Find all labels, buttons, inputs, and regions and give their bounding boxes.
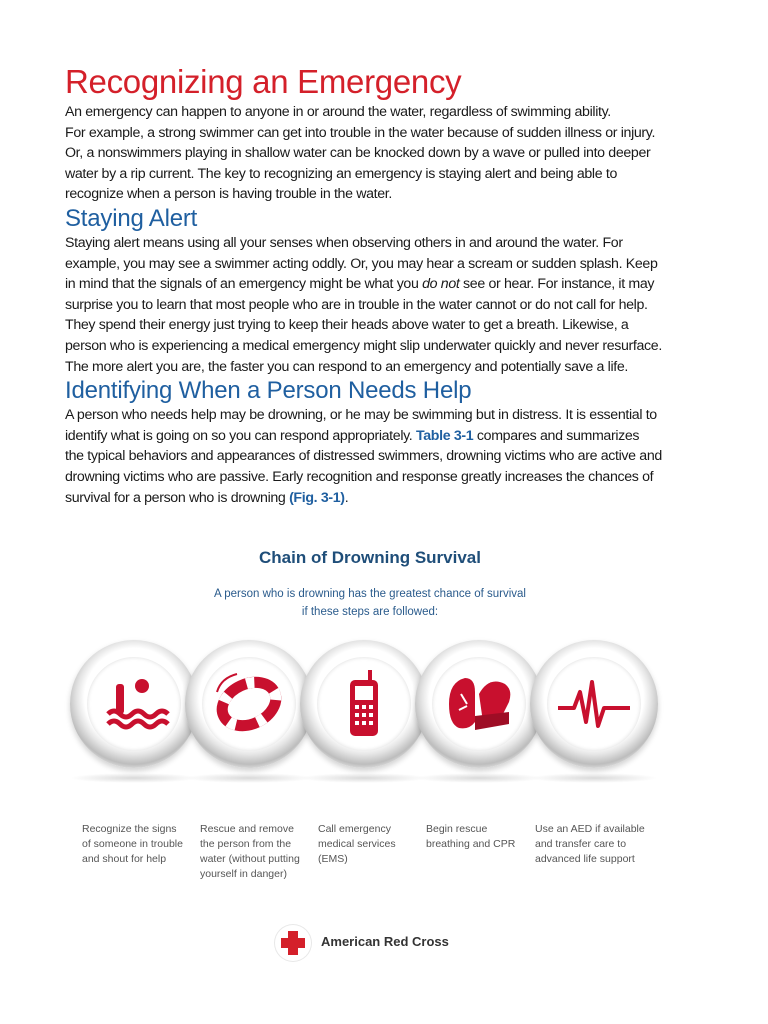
lungs-heart-icon xyxy=(439,664,519,744)
text-run: . xyxy=(344,489,349,506)
caption-line: Use an AED if available xyxy=(535,823,645,835)
chain-link-rescue xyxy=(185,640,313,768)
identifying-line: the typical behaviors and appearances of distressed swimmers, drowning victims who are active and xyxy=(65,448,662,465)
step-caption-call xyxy=(318,822,426,867)
caption-line: water (without putting xyxy=(200,853,300,865)
staying-alert-line: The more alert you are, the faster you can respond to an emergency and potentially save a life. xyxy=(65,358,628,375)
ring-shadow xyxy=(185,773,313,783)
identifying-line xyxy=(65,488,715,509)
ring-shadow xyxy=(530,773,658,783)
staying-alert-line: Staying alert means using all your senses when observing others in and around the water. For xyxy=(65,234,623,251)
caption-line: Recognize the signs xyxy=(82,823,177,835)
step-caption-cpr xyxy=(426,822,534,852)
staying-alert-line xyxy=(65,274,715,295)
chain-link-recognize xyxy=(70,640,198,768)
text-run: identify what is going on so you can respond appropriately. xyxy=(65,427,416,444)
life-ring-icon xyxy=(209,664,289,744)
table-reference-link[interactable]: Table 3-1 xyxy=(416,427,474,444)
red-cross-icon xyxy=(275,925,311,961)
identifying-heading: Identifying When a Person Needs Help xyxy=(65,377,472,405)
staying-alert-heading: Staying Alert xyxy=(65,204,198,232)
intro-line: water by a rip current. The key to recognizing an emergency is staying alert and being able to xyxy=(65,165,618,182)
ring-shadow xyxy=(415,773,543,783)
page-title: Recognizing an Emergency xyxy=(65,63,462,100)
infographic-subtitle xyxy=(180,585,560,621)
caption-line: Rescue and remove xyxy=(200,823,294,835)
staying-alert-line: They spend their energy just trying to keep their heads above water to get a breath. Likewise, a xyxy=(65,317,629,334)
text-run: in mind that the signals of an emergency might be what you xyxy=(65,276,423,293)
intro-line: recognize when a person is having trouble in the water. xyxy=(65,186,392,203)
text-run: see or hear. For instance, it may xyxy=(459,276,655,293)
staying-alert-line: surprise you to learn that most people who are in trouble in the water cannot or do not call for help. xyxy=(65,296,648,313)
caption-line: and transfer care to xyxy=(535,838,627,850)
subtitle-line: A person who is drowning has the greatest chance of survival xyxy=(214,588,526,600)
caption-line: advanced life support xyxy=(535,853,635,865)
caption-line: (EMS) xyxy=(318,853,348,865)
caption-line: yourself in danger) xyxy=(200,868,287,880)
identifying-line xyxy=(65,426,715,447)
subtitle-line: if these steps are followed: xyxy=(301,606,439,618)
infographic-title: Chain of Drowning Survival xyxy=(259,548,481,567)
figure-reference-link[interactable]: (Fig. 3-1) xyxy=(289,489,345,506)
chain-of-survival-infographic xyxy=(70,540,670,980)
identifying-line: A person who needs help may be drowning, or he may be swimming but in distress. It is essential to xyxy=(65,407,657,424)
brand-name: American Red Cross xyxy=(321,934,449,949)
step-caption-recognize xyxy=(82,822,190,867)
emphasis-text: do not xyxy=(422,276,460,293)
ring-shadow xyxy=(70,773,198,783)
text-run: survival for a person who is drowning xyxy=(65,489,290,506)
red-cross-logo xyxy=(275,923,475,963)
caption-line: the person from the xyxy=(200,838,292,850)
intro-line: Or, a nonswimmers playing in shallow water can be knocked down by a wave or pulled into deeper xyxy=(65,145,651,162)
heartbeat-line-icon xyxy=(554,664,634,744)
article-body xyxy=(65,62,715,508)
staying-alert-line: person who is experiencing a medical emergency might slip underwater quickly and never resurface. xyxy=(65,337,662,354)
caption-line: Call emergency xyxy=(318,823,391,835)
chain-link-cpr xyxy=(415,640,543,768)
caption-line: of someone in trouble xyxy=(82,838,183,850)
mobile-phone-icon xyxy=(324,664,404,744)
survival-chain xyxy=(70,640,670,820)
step-caption-aed xyxy=(535,822,660,867)
caption-line: Begin rescue xyxy=(426,823,488,835)
chain-link-aed xyxy=(530,640,658,768)
swimmer-in-water-icon xyxy=(94,664,174,744)
caption-line: breathing and CPR xyxy=(426,838,516,850)
step-caption-rescue xyxy=(200,822,308,882)
caption-line: medical services xyxy=(318,838,396,850)
staying-alert-line: example, you may see a swimmer acting oddly. Or, you may hear a scream or sudden splash. Keep xyxy=(65,255,658,272)
text-run: compares and summarizes xyxy=(473,427,640,444)
intro-line: An emergency can happen to anyone in or around the water, regardless of swimming ability. xyxy=(65,104,611,120)
chain-link-call xyxy=(300,640,428,768)
intro-line: For example, a strong swimmer can get into trouble in the water because of sudden illness or injury. xyxy=(65,124,656,141)
caption-line: and shout for help xyxy=(82,853,167,865)
identifying-line: drowning victims who are passive. Early recognition and response greatly increases the chances of xyxy=(65,468,654,485)
ring-shadow xyxy=(300,773,428,783)
